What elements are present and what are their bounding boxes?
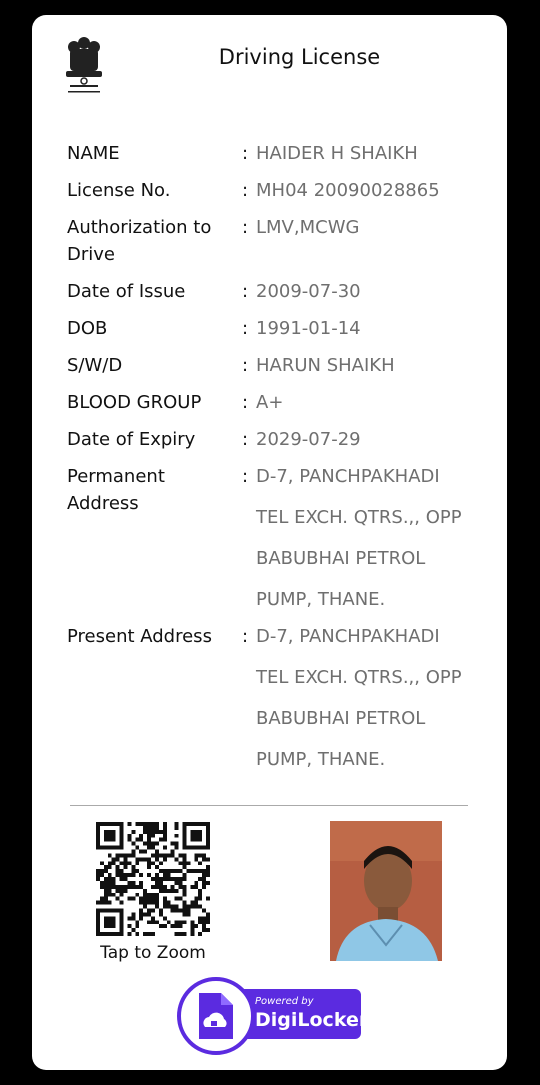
detail-value [256, 623, 477, 773]
detail-label: NAME [67, 143, 120, 164]
detail-label: License No. [67, 180, 171, 201]
detail-colon: : [242, 143, 249, 164]
powered-by-label: Powered by [255, 996, 314, 1007]
detail-row [67, 278, 477, 305]
detail-value [256, 177, 477, 204]
detail-label: Permanent Address [67, 466, 165, 514]
detail-row [67, 623, 477, 773]
detail-colon: : [242, 466, 249, 487]
detail-row [67, 463, 477, 613]
detail-value-line: PUMP, THANE. [256, 589, 386, 610]
detail-value [256, 426, 477, 453]
detail-value-line: HARUN SHAIKH [256, 355, 395, 376]
details-list [67, 140, 477, 783]
detail-colon: : [242, 355, 249, 376]
detail-value [256, 315, 477, 342]
detail-value [256, 214, 477, 268]
detail-value-line: LMV,MCWG [256, 217, 360, 238]
detail-row [67, 214, 477, 268]
tap-to-zoom-label[interactable]: Tap to Zoom [100, 943, 206, 963]
detail-label: Authorization to Drive [67, 217, 212, 265]
page-title: Driving License [218, 45, 381, 69]
detail-label: DOB [67, 318, 108, 339]
detail-label: Present Address [67, 626, 212, 647]
detail-value-line: 2009-07-30 [256, 281, 361, 302]
detail-row [67, 426, 477, 453]
detail-colon: : [242, 217, 249, 238]
detail-value-line: TEL EXCH. QTRS.,, OPP [256, 667, 462, 688]
holder-photo[interactable] [330, 821, 442, 961]
detail-label: Date of Expiry [67, 429, 196, 450]
detail-colon: : [242, 429, 249, 450]
detail-label: Date of Issue [67, 281, 186, 302]
detail-colon: : [242, 626, 249, 647]
detail-value [256, 389, 477, 416]
detail-value-line: D-7, PANCHPAKHADI [256, 466, 440, 487]
detail-value-line: HAIDER H SHAIKH [256, 143, 418, 164]
detail-value-line: MH04 20090028865 [256, 180, 440, 201]
detail-value-line: 2029-07-29 [256, 429, 361, 450]
detail-row [67, 315, 477, 342]
detail-value [256, 278, 477, 305]
detail-value [256, 140, 477, 167]
detail-colon: : [242, 281, 249, 302]
digilocker-badge[interactable] [177, 977, 369, 1055]
detail-value [256, 463, 477, 613]
detail-value-line: 1991-01-14 [256, 318, 361, 339]
detail-value-line: PUMP, THANE. [256, 749, 386, 770]
detail-value [256, 352, 477, 379]
detail-row [67, 140, 477, 167]
detail-colon: : [242, 180, 249, 201]
divider [70, 805, 468, 806]
detail-row [67, 177, 477, 204]
detail-row [67, 389, 477, 416]
detail-colon: : [242, 392, 249, 413]
digilocker-label: DigiLocker [255, 1009, 369, 1031]
detail-label: S/W/D [67, 355, 123, 376]
detail-value-line: BABUBHAI PETROL [256, 548, 426, 569]
qr-code-icon[interactable] [96, 822, 210, 936]
detail-value-line: A+ [256, 392, 284, 413]
detail-colon: : [242, 318, 249, 339]
detail-value-line: D-7, PANCHPAKHADI [256, 626, 440, 647]
detail-value-line: TEL EXCH. QTRS.,, OPP [256, 507, 462, 528]
digilocker-logo-icon [177, 977, 255, 1055]
detail-label: BLOOD GROUP [67, 392, 202, 413]
detail-value-line: BABUBHAI PETROL [256, 708, 426, 729]
detail-row [67, 352, 477, 379]
license-card [32, 15, 507, 1070]
